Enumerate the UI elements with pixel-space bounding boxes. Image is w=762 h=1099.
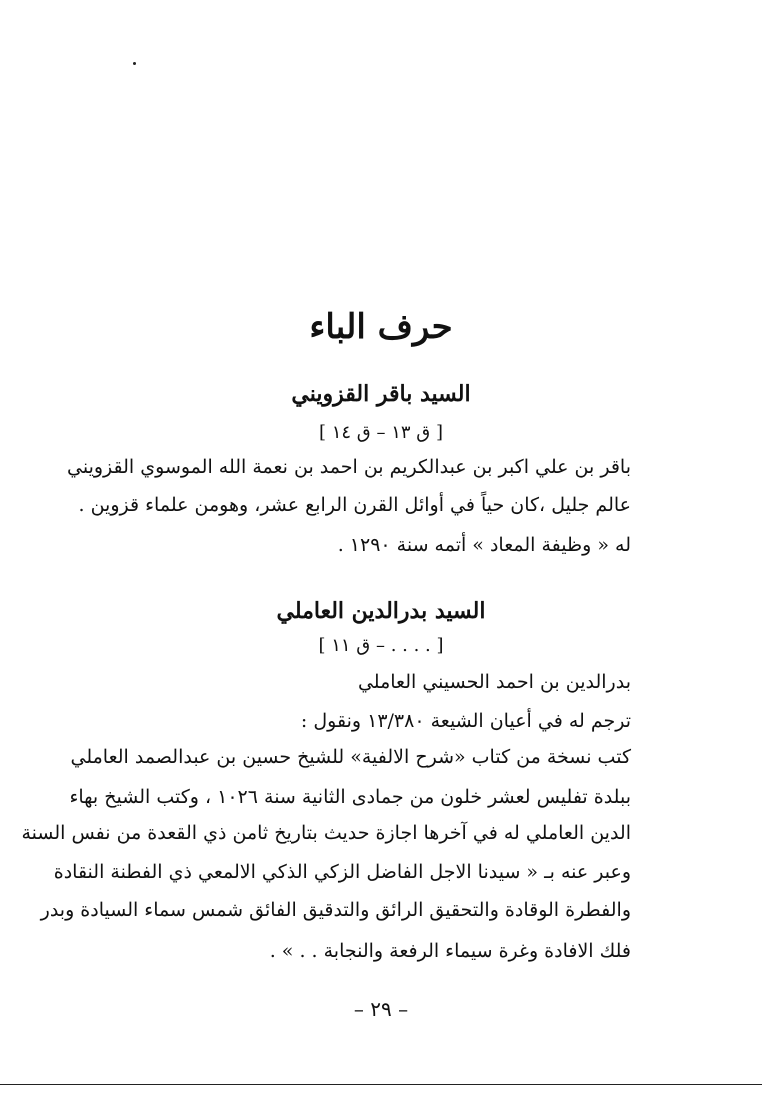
entry-text-line: عالم جليل ،كان حياً في أوائل القرن الرابع عشر، وهومن علماء قزوين . — [78, 494, 631, 516]
entry-text-line: فلك الافادة وغرة سيماء الرفعة والنجابة . . » . — [269, 940, 631, 962]
chapter-title: حرف الباء — [309, 307, 453, 347]
entry-text-line: كتب نسخة من كتاب «شرح الالفية» للشيخ حسين بن عبدالصمد العاملي — [70, 746, 631, 768]
bottom-scan-rule — [0, 1084, 762, 1085]
entry-title-badr-al-din-amili: السيد بدرالدين العاملي — [276, 598, 486, 624]
entry-text-line: ترجم له في أعيان الشيعة ١٣/٣٨٠ ونقول : — [300, 710, 631, 732]
entry-text-line: الدين العاملي له في آخرها اجازة حديث بتاريخ ثامن ذي القعدة من نفس السنة — [21, 822, 631, 844]
entry-text-line: بدرالدين بن احمد الحسيني العاملي — [357, 671, 631, 693]
page-number: – ٢٩ – — [353, 997, 409, 1021]
ink-speck — [133, 62, 136, 65]
entry-text-line: وعبر عنه بـ « سيدنا الاجل الفاضل الزكي الذكي الالمعي ذي الفطنة النقادة — [53, 861, 631, 883]
entry-text-line: والفطرة الوقادة والتحقيق الرائق والتدقيق الفائق شمس سماء السيادة وبدر — [40, 899, 631, 921]
entry-text-line: ببلدة تفليس لعشر خلون من جمادى الثانية سنة ١٠٢٦ ، وكتب الشيخ بهاء — [69, 786, 631, 808]
entry-text-line: له « وظيفة المعاد » أتمه سنة ١٢٩٠ . — [337, 534, 631, 556]
entry-text-line: باقر بن علي اكبر بن عبدالكريم بن احمد بن نعمة الله الموسوي القزويني — [67, 456, 631, 478]
entry-title-baqir-qazvini: السيد باقر القزويني — [291, 381, 471, 407]
entry-date-range: [ ق ١٣ – ق ١٤ ] — [318, 422, 443, 443]
entry-date-range: [ . . . . – ق ١١ ] — [318, 635, 444, 656]
